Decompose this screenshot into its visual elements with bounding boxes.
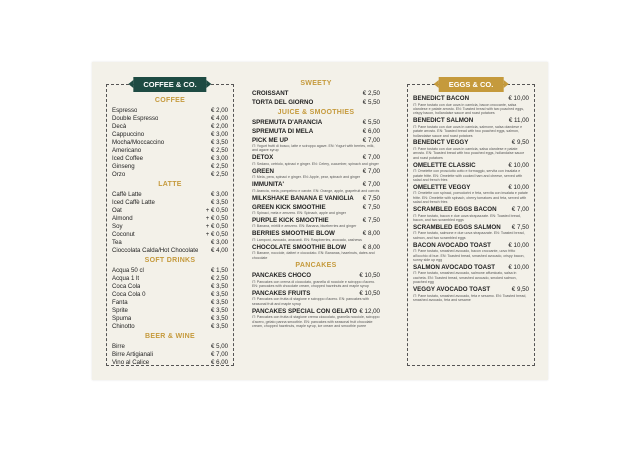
item-price: € 3,50 — [211, 291, 228, 298]
item-row — [413, 117, 529, 125]
menu-item — [252, 308, 380, 329]
menu-item — [413, 242, 529, 263]
menu-item — [112, 231, 228, 239]
item-row — [252, 195, 380, 203]
item-row — [252, 290, 380, 298]
item-name: PANCAKES FRUITS — [252, 289, 311, 297]
menu-item — [112, 131, 228, 139]
item-price: € 2,50 — [211, 163, 228, 170]
item-name: Tea — [112, 239, 122, 246]
item-name: Birre Artigianali — [112, 351, 153, 358]
item-description: IT: Pane tostato, smashed avocado, feta e sesamo. EN: Toasted bread, smashed avocado, feta and sesame — [413, 293, 527, 303]
item-name: Coconut — [112, 231, 135, 238]
item-row — [252, 204, 380, 212]
menu-item — [112, 139, 228, 147]
item-row — [252, 217, 380, 225]
item-price: € 3,00 — [211, 239, 228, 246]
item-price: € 3,50 — [211, 299, 228, 306]
item-price: € 5,00 — [211, 343, 228, 350]
item-description: IT: Pane tostato, smashed avocado, salmone affumicato, salsa in cacheta. EN: Toasted bread, smashed avocado, smoked salmon, poached egg — [413, 271, 517, 285]
item-description: IT: Pane tostato con due uova in camicia, salsa olandese e patate arrosto. EN: Toasted bread with two poached eggs, hollandaise sauce and roast potatoes — [413, 146, 525, 160]
item-name: Chinotto — [112, 323, 135, 330]
item-name: Ginseng — [112, 163, 135, 170]
item-name: GREEN KICK SMOOTHIE — [252, 203, 326, 211]
item-name: OMELETTE VEGGY — [413, 183, 471, 191]
item-name: SCRAMBLED EGGS BACON — [413, 206, 497, 214]
item-row — [252, 119, 380, 127]
menu-item — [413, 206, 529, 222]
item-description: IT: Lamponi, avocado, anacardi. EN: Raspberries, avocado, cashews — [252, 237, 362, 242]
item-description: IT: Pane tostato con due uova in camicia, bacon croccante, salsa olandese e patate arrosto. EN: Toasted bread with two poached eggs, crispy bacon, hollandaise sauce and roast potatoes — [413, 102, 525, 116]
item-row — [413, 206, 529, 214]
menu-item — [112, 191, 228, 199]
item-row — [413, 139, 529, 147]
item-name: TORTA DEL GIORNO — [252, 99, 314, 106]
item-price: € 2,50 — [211, 147, 228, 154]
section-title: PANCAKES — [295, 262, 337, 270]
item-name: Birre — [112, 343, 125, 350]
menu-item — [413, 286, 529, 302]
item-row — [252, 128, 380, 136]
item-name: Decà — [112, 123, 127, 130]
item-price: € 3,50 — [211, 307, 228, 314]
item-price: € 2,50 — [362, 90, 380, 97]
item-description: IT: Pancakes con frutta di stagione crema cioccolato, granella nocciole, sciroppo d'acero, gelato panna smoothie. EN: pancakes with seasonal fruit chocolate cream, chopped hazelnuts, maple syrup, ice cream and smoothie puree — [252, 315, 380, 328]
item-price: € 3,50 — [211, 323, 228, 330]
item-price: € 7,50 — [362, 194, 380, 202]
item-price: € 6,00 — [211, 359, 228, 366]
item-row — [252, 244, 380, 252]
menu-item — [112, 115, 228, 123]
menu-item — [252, 217, 380, 229]
menu-item — [112, 155, 228, 163]
item-row — [413, 286, 529, 294]
item-price: € 7,00 — [211, 351, 228, 358]
menu-item — [112, 223, 228, 231]
item-name: SPREMUTA DI MELA — [252, 127, 314, 135]
menu-item — [252, 230, 380, 242]
menu-item — [413, 184, 529, 205]
menu-item — [112, 215, 228, 223]
item-row — [252, 99, 380, 107]
item-description: IT: Pane tostato, smashed avocado, bacon croccante, uovo fritto all'occhio di bue. EN: Toasted bread, smashed avocado, crispy bacon, sunny side up egg — [413, 249, 525, 263]
item-description: IT: Yogurt frutti di bosco, latte e sciroppo agave. EN: Yogurt with berries, milk, and agave syrup — [252, 144, 375, 153]
item-name: BENEDICT SALMON — [413, 117, 474, 125]
coffee-column — [106, 80, 234, 366]
menu-item — [252, 119, 380, 127]
menu-item — [413, 264, 529, 285]
item-price: € 7,00 — [511, 206, 529, 214]
item-name: SPREMUTA D'ARANCIA — [252, 118, 323, 126]
menu-item — [413, 224, 529, 240]
menu-item — [252, 195, 380, 203]
item-price: € 2,00 — [211, 123, 228, 130]
item-description: IT: Spinaci, mela e zenzero. EN: Spinach, apple and ginger — [252, 211, 346, 216]
item-price: € 5,50 — [362, 99, 380, 106]
item-name: Iced Caffè Latte — [112, 199, 155, 206]
item-description: IT: Pancakes con crema di cioccolato, granella di nocciole e sciroppo d'acero. EN: pancakes with chocolate cream, chopped hazelnuts and maple syrup — [252, 279, 376, 288]
menu-item — [252, 154, 380, 166]
item-name: Espresso — [112, 107, 138, 114]
item-name: Soy — [112, 223, 123, 230]
item-row — [252, 154, 380, 162]
item-name: Acqua 50 cl — [112, 267, 144, 274]
item-name: CROISSANT — [252, 90, 289, 97]
item-description: IT: Pancakes con frutta di stagione e sciroppo d'acero. EN: pancakes with seasonal fruit and maple syrup — [252, 297, 369, 306]
item-description: IT: Sedano, cetriolo, spinaci e ginger. EN: Celery, cucumber, spinach and ginger — [252, 161, 379, 166]
item-name: Orzo — [112, 171, 126, 178]
item-price: € 3,00 — [211, 131, 228, 138]
menu-item — [112, 291, 228, 299]
item-name: PANCAKES SPECIAL CON GELATO — [252, 307, 358, 315]
item-name: BACON AVOCADO TOAST — [413, 241, 491, 249]
menu-item — [252, 137, 380, 153]
menu-item — [112, 239, 228, 247]
menu-item — [413, 117, 529, 138]
middle-column-body — [252, 80, 380, 328]
eggs-column — [407, 80, 535, 366]
menu-item — [112, 147, 228, 155]
item-row — [413, 95, 529, 103]
item-row — [413, 242, 529, 250]
item-name: PURPLE KICK SMOOTHIE — [252, 216, 329, 224]
menu-item — [112, 171, 228, 179]
item-name: CHOCOLATE SMOOTHIE BLOW — [252, 243, 347, 251]
item-row — [413, 184, 529, 192]
item-description: IT: Pane tostato, salmone e due uova strapazzate. EN: Toasted bread, salmon, and two scrambled eggs — [413, 231, 525, 240]
item-name: Double Espresso — [112, 115, 159, 122]
menu-item — [252, 244, 380, 260]
menu-item — [112, 267, 228, 275]
item-price: € 1,50 — [211, 267, 228, 274]
item-description: IT: Banana, mirtilli e zenzero. EN: Banana, blueberries and ginger — [252, 224, 357, 229]
item-price: € 10,00 — [508, 183, 529, 191]
item-row — [252, 137, 380, 145]
item-price: € 3,00 — [211, 155, 228, 162]
item-description: IT: Banane, nocciole, datteri e cioccolato. EN: Bananas, hazelnuts, dates and chocolate — [252, 251, 375, 260]
item-name: Coca Cola — [112, 283, 141, 290]
item-description: IT: Omelette con spinaci, pomodorini e feta, servita con insalata e patate fritte. EN: Omelette with spinach, cherry tomatoes and feta, served with salad and french fries — [413, 191, 528, 205]
item-price: € 2,00 — [211, 107, 228, 114]
item-name: Cappuccino — [112, 131, 145, 138]
eggs-banner: EGGS & CO. — [439, 77, 504, 92]
item-price: € 3,00 — [211, 191, 228, 198]
item-price: + € 0,50 — [205, 215, 228, 222]
item-price: € 7,00 — [362, 181, 380, 189]
item-name: Americano — [112, 147, 142, 154]
item-price: € 7,00 — [362, 136, 380, 144]
menu-item — [413, 95, 529, 116]
item-row — [252, 168, 380, 176]
menu-item — [413, 162, 529, 183]
menu-item — [112, 207, 228, 215]
item-name: Spuma — [112, 315, 132, 322]
menu-item — [112, 247, 228, 255]
item-price: € 6,00 — [362, 127, 380, 135]
item-name: Coca Cola 0 — [112, 291, 146, 298]
menu-item — [112, 123, 228, 131]
menu-item — [112, 315, 228, 323]
item-name: Almond — [112, 215, 133, 222]
item-row — [252, 272, 380, 280]
item-price: € 3,50 — [211, 139, 228, 146]
section-title: BEER & WINE — [145, 333, 195, 340]
item-price: € 10,00 — [508, 161, 529, 169]
item-name: DETOX — [252, 154, 274, 162]
coffee-banner: COFFEE & CO. — [133, 77, 206, 92]
item-price: € 3,50 — [211, 315, 228, 322]
menu-item — [112, 199, 228, 207]
item-price: + € 0,50 — [205, 207, 228, 214]
item-price: € 7,00 — [362, 154, 380, 162]
menu-item — [112, 323, 228, 331]
item-name: Iced Coffee — [112, 155, 144, 162]
item-description: IT: Pane tostato, bacon e due uova strapazzate. EN: Toasted bread, bacon, and two scrambled eggs — [413, 213, 521, 222]
item-price: € 8,00 — [362, 243, 380, 251]
item-name: BENEDICT BACON — [413, 95, 470, 102]
item-description: IT: Arancia, mela, pompelmo e carote. EN: Orange, apple, grapefruit and carrots — [252, 188, 380, 193]
item-price: € 5,50 — [362, 118, 380, 126]
menu-item — [112, 343, 228, 351]
item-price: € 4,00 — [211, 247, 228, 254]
item-price: € 7,00 — [362, 167, 380, 175]
section-title: COFFEE — [154, 97, 186, 104]
item-name: GREEN — [252, 167, 275, 175]
item-name: Fanta — [112, 299, 128, 306]
eggs-column-body — [408, 85, 534, 302]
item-row — [252, 90, 380, 98]
item-description: IT: Pane tostato con due uova in camicia, salmone, salsa olandese e patate arrosto. EN: Toasted bread with two poached eggs, salmon, hollandaise sauce and roast potatoes — [413, 124, 523, 138]
menu-item — [252, 90, 380, 98]
menu-item — [252, 290, 380, 306]
item-price: € 11,00 — [508, 117, 529, 125]
item-name: Caffè Latte — [112, 191, 142, 198]
item-price: € 10,50 — [359, 272, 380, 280]
item-price: € 10,50 — [359, 289, 380, 297]
item-name: MILKSHAKE BANANA E VANIGLIA — [252, 194, 354, 202]
item-price: € 10,00 — [508, 95, 529, 102]
section-title: LATTE — [158, 181, 182, 188]
menu-item — [252, 204, 380, 216]
item-name: Vino al Calice — [112, 359, 150, 366]
item-name: Mocha/Moccaccino — [112, 139, 165, 146]
item-name: VEGGY AVOCADO TOAST — [413, 286, 491, 294]
item-row — [252, 230, 380, 238]
item-price: € 7,50 — [511, 223, 529, 231]
item-price: + € 0,50 — [205, 231, 228, 238]
item-price: € 10,00 — [508, 241, 529, 249]
item-description: IT: Mela, pera, spinaci e ginger. EN: Apple, pear, spinach and ginger — [252, 175, 361, 180]
item-name: SALMON AVOCADO TOAST — [413, 263, 496, 271]
item-price: € 7,50 — [362, 203, 380, 211]
item-price: € 8,00 — [362, 230, 380, 238]
item-description: IT: Omelette con prosciutto cotto e formaggio, servita con insalata e patate fritte. EN: Omelette with cooked ham and cheese, served with salad and french fries — [413, 169, 523, 182]
item-row — [252, 181, 380, 189]
menu-card — [92, 62, 548, 380]
item-price: € 12,00 — [359, 307, 380, 315]
section-title: SOFT DRINKS — [144, 257, 196, 264]
item-row — [413, 264, 529, 272]
section-title: SWEETY — [300, 80, 332, 87]
item-name: Acqua 1 lt — [112, 275, 140, 282]
sweets-juice-pancakes-column — [252, 80, 380, 330]
item-price: € 3,50 — [211, 199, 228, 206]
item-row — [252, 308, 380, 316]
item-price: € 9,50 — [511, 286, 529, 294]
item-name: SCRAMBLED EGGS SALMON — [413, 223, 501, 231]
menu-item — [413, 139, 529, 160]
item-price: € 10,00 — [508, 263, 529, 271]
item-price: € 2,50 — [211, 171, 228, 178]
menu-item — [252, 272, 380, 288]
item-name: PICK ME UP — [252, 136, 289, 144]
item-price: + € 0,50 — [205, 223, 228, 230]
menu-item — [112, 163, 228, 171]
menu-item — [252, 181, 380, 193]
menu-item — [112, 359, 228, 367]
item-name: Cioccolata Calda/Hot Chocolate — [112, 247, 199, 254]
section-title: JUICE & SMOOTHIES — [277, 108, 355, 116]
item-row — [413, 224, 529, 232]
item-price: € 9,50 — [511, 139, 529, 147]
menu-item — [252, 168, 380, 180]
menu-item — [112, 299, 228, 307]
menu-item — [112, 351, 228, 359]
item-price: € 7,50 — [362, 216, 380, 224]
menu-item — [252, 99, 380, 107]
menu-item — [112, 307, 228, 315]
coffee-column-body — [107, 85, 233, 367]
item-name: Oat — [112, 207, 122, 214]
item-name: Sprite — [112, 307, 128, 314]
menu-item — [112, 107, 228, 115]
item-price: € 3,50 — [211, 283, 228, 290]
item-name: BERRIES SMOOTHIE BLOW — [252, 230, 335, 238]
menu-item — [252, 128, 380, 136]
item-price: € 4,00 — [211, 115, 228, 122]
menu-item — [112, 275, 228, 283]
item-name: IMMUNITA' — [252, 181, 284, 189]
item-row — [413, 162, 529, 170]
item-price: € 2,50 — [211, 275, 228, 282]
item-name: OMELETTE CLASSIC — [413, 161, 476, 169]
item-name: PANCAKES CHOCO — [252, 272, 312, 280]
item-name: BENEDICT VEGGY — [413, 139, 469, 147]
menu-item — [112, 283, 228, 291]
